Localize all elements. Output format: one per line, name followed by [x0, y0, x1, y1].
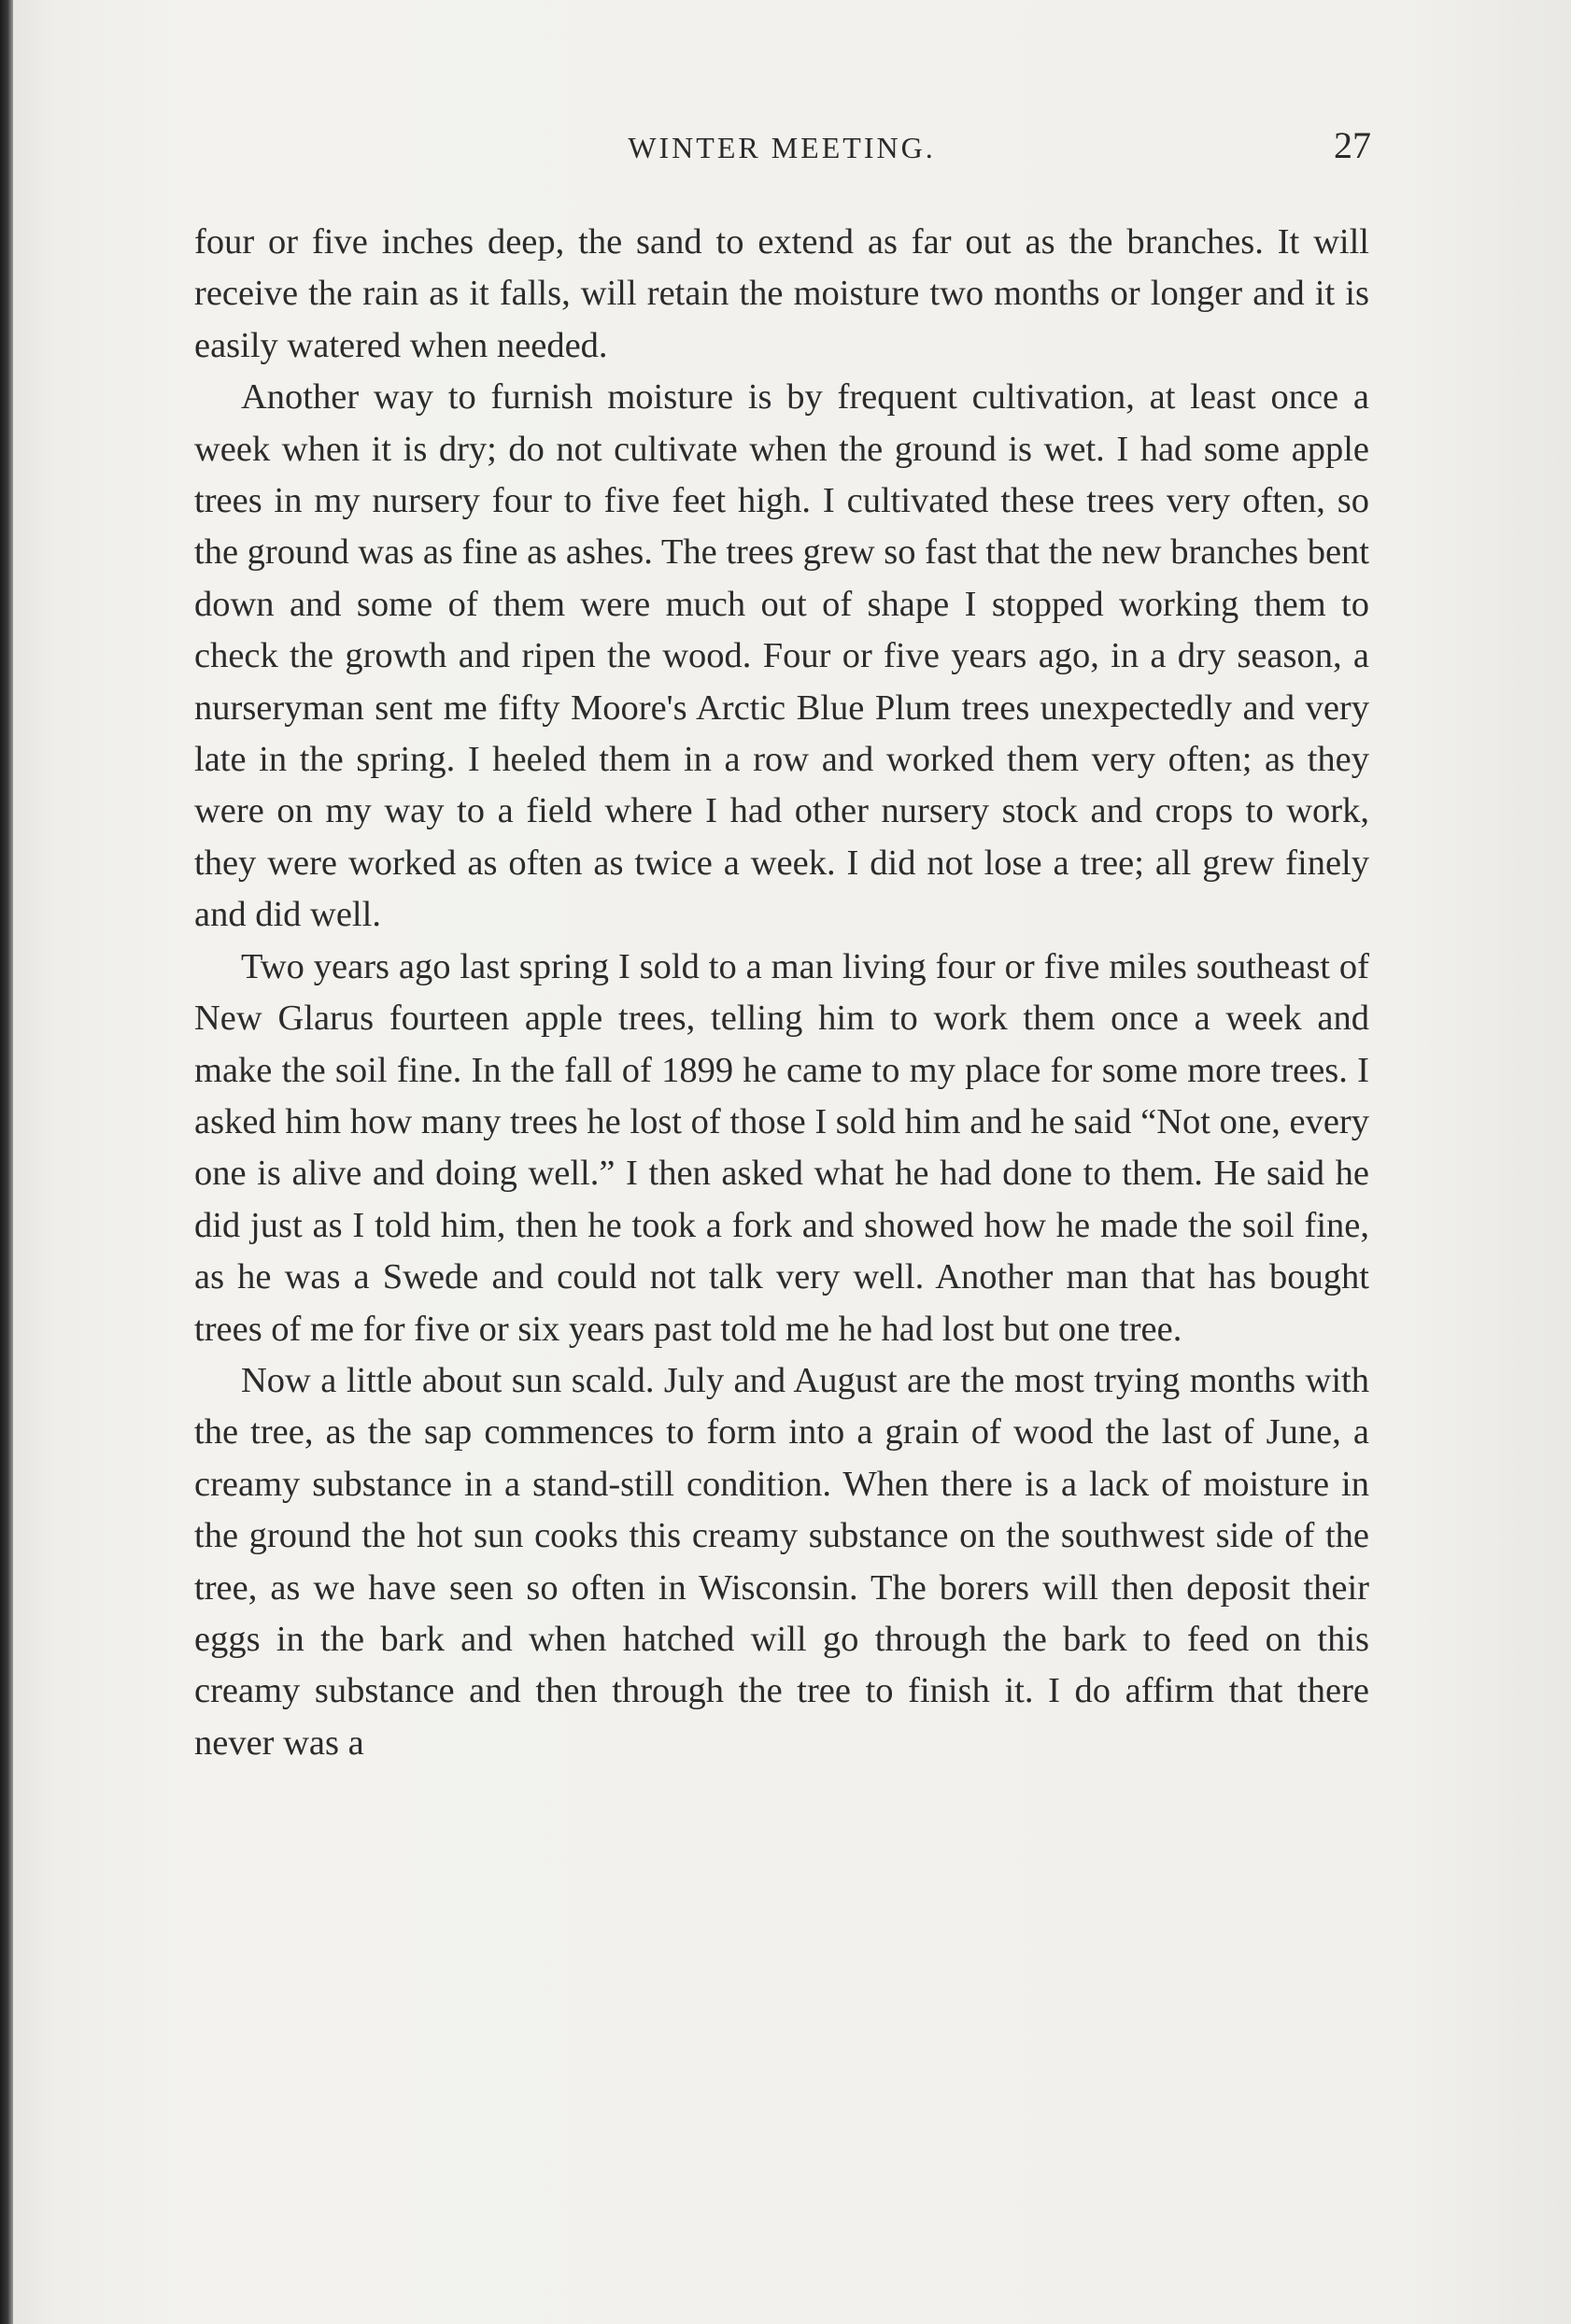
running-head-title: WINTER MEETING.	[628, 131, 936, 164]
page-number: 27	[1334, 124, 1371, 166]
paragraph-2: Another way to furnish moisture is by frequent cultivation, at least once a week when it is dry; do not cultivate when the ground is wet. I had some apple trees in my nursery four to five feet high. I cultivated these trees very often, so the ground was as fine as ashes. The trees grew so fast that the new branches bent down and some of them were much out of shape I stopped working them to check the growth and ripen the wood. Four or five years ago, in a dry season, a nurseryman sent me fifty Moore's Arctic Blue Plum trees unexpectedly and very late in the spring. I heeled them in a row and worked them very often; as they were on my way to a field where I had other nursery stock and crops to work, they were worked as often as twice a week. I did not lose a tree; all grew finely and did well.	[194, 377, 1369, 935]
paragraph-4: Now a little about sun scald. July and August are the most trying months with the tree, as the sap commences to form into a grain of wood the last of June, a creamy substance in a stand-still condition. When there is a lack of moisture in the ground the hot sun cooks this creamy substance on the southwest side of the tree, as we have seen so often in Wisconsin. The borers will then deposit their eggs in the bark and when hatched will go through the bark to feed on this creamy substance and then through the tree to finish it. I do affirm that there never was a	[194, 1360, 1369, 1763]
running-head	[192, 123, 1371, 179]
book-spine-shadow	[0, 0, 13, 2324]
body-text	[194, 217, 1369, 1769]
paragraph-3: Two years ago last spring I sold to a man living four or five miles southeast of New Glarus fourteen apple trees, telling him to work them once a week and make the soil fine. In the fall of 1899 he came to my place for some more trees. I asked him how many trees he lost of those I sold him and he said “Not one, every one is alive and doing well.” I then asked what he had done to them. He said he did just as I told him, then he took a fork and showed how he made the soil fine, as he was a Swede and could not talk very well. Another man that has bought trees of me for five or six years past told me he had lost but one tree.	[194, 946, 1369, 1349]
paragraph-1: four or five inches deep, the sand to extend as far out as the branches. It will receive the rain as it falls, will retain the moisture two months or longer and it is easily watered when needed.	[194, 222, 1369, 365]
